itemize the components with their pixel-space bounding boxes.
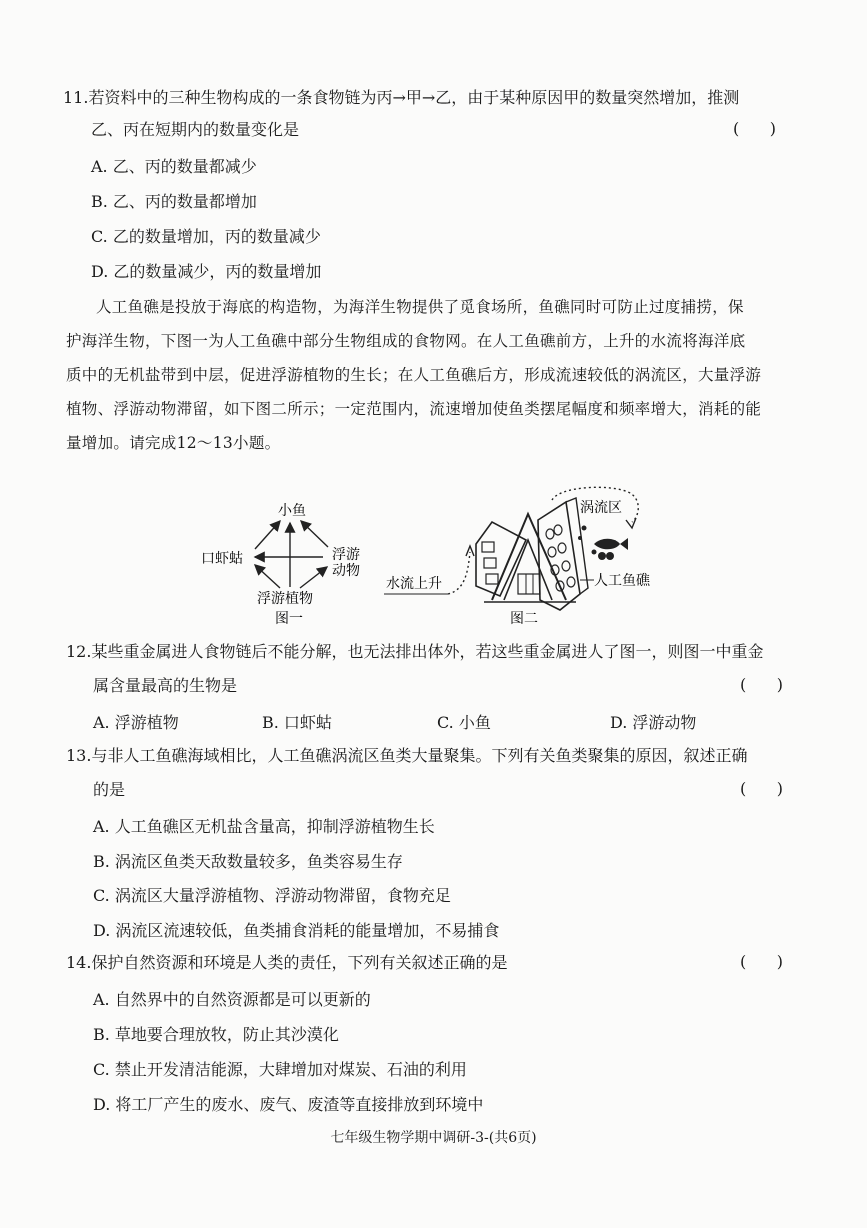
q14-stem: 14.保护自然资源和环境是人类的责任，下列有关叙述正确的是 xyxy=(66,953,508,972)
q12-option-b: B. 口虾蛄 xyxy=(262,713,332,732)
q13-stem-line1: 13.与非人工鱼礁海域相比，人工鱼礁涡流区鱼类大量聚集。下列有关鱼类聚集的原因，叙述正确 xyxy=(66,746,748,765)
q11-stem-line2: 乙、丙在短期内的数量变化是 xyxy=(91,120,300,139)
q11-option-a: A. 乙、丙的数量都减少 xyxy=(91,157,257,176)
figure2-label-upwelling: 水流上升 xyxy=(386,576,442,592)
figure1-label-small-fish: 小鱼 xyxy=(278,503,306,519)
passage-line4: 植物、浮游动物滞留，如下图二所示；一定范围内，流速增加使鱼类摆尾幅度和频率增大，消耗的能 xyxy=(66,400,762,418)
q12-option-a: A. 浮游植物 xyxy=(93,713,179,732)
q11-stem-line1: 11.若资料中的三种生物构成的一条食物链为丙→甲→乙，由于某种原因甲的数量突然增加，推测 xyxy=(63,88,740,107)
passage-line5: 量增加。请完成12～13小题。 xyxy=(66,434,281,452)
passage-line3: 质中的无机盐带到中层，促进浮游植物的生长；在人工鱼礁后方，形成流速较低的涡流区，大量浮游 xyxy=(66,366,762,384)
q14-option-a: A. 自然界中的自然资源都是可以更新的 xyxy=(93,990,371,1009)
figure1-label-phytoplankton: 浮游植物 xyxy=(257,591,313,607)
figure2-caption: 图二 xyxy=(510,611,538,627)
q12-option-c: C. 小鱼 xyxy=(437,713,491,732)
q13-stem-line2: 的是 xyxy=(93,780,126,799)
q14-option-b: B. 草地要合理放牧，防止其沙漠化 xyxy=(93,1025,339,1044)
figure1-caption: 图一 xyxy=(275,611,303,627)
q13-option-d: D. 涡流区流速较低，鱼类捕食消耗的能量增加，不易捕食 xyxy=(93,921,500,940)
q11-option-b: B. 乙、丙的数量都增加 xyxy=(91,192,257,211)
figure2-label-vortex: 涡流区 xyxy=(580,500,622,516)
q13-option-a: A. 人工鱼礁区无机盐含量高，抑制浮游植物生长 xyxy=(93,817,435,836)
figure2-label-reef: 人工鱼礁 xyxy=(594,573,650,589)
figure1-food-web xyxy=(195,495,385,630)
q12-option-d: D. 浮游动物 xyxy=(610,713,697,732)
q13-option-c: C. 涡流区大量浮游植物、浮游动物滞留，食物充足 xyxy=(93,886,451,905)
passage-line2: 护海洋生物，下图一为人工鱼礁中部分生物组成的食物网。在人工鱼礁前方，上升的水流将海洋底 xyxy=(66,332,746,350)
q11-answer-blank: ( ) xyxy=(733,119,776,138)
passage-line1: 人工鱼礁是投放于海底的构造物，为海洋生物提供了觅食场所，鱼礁同时可防止过度捕捞，保 xyxy=(96,298,744,316)
q14-answer-blank: ( ) xyxy=(740,952,783,971)
q14-option-c: C. 禁止开发清洁能源，大肆增加对煤炭、石油的利用 xyxy=(93,1060,467,1079)
q11-option-d: D. 乙的数量减少，丙的数量增加 xyxy=(91,262,322,281)
q14-option-d: D. 将工厂产生的废水、废气、废渣等直接排放到环境中 xyxy=(93,1095,484,1114)
q13-option-b: B. 涡流区鱼类天敌数量较多，鱼类容易生存 xyxy=(93,852,403,871)
q12-answer-blank: ( ) xyxy=(740,675,783,694)
q11-option-c: C. 乙的数量增加，丙的数量减少 xyxy=(91,227,321,246)
figure1-label-mantis-shrimp: 口虾蛄 xyxy=(201,551,243,567)
figure2-artificial-reef xyxy=(380,482,670,632)
q13-answer-blank: ( ) xyxy=(740,779,783,798)
q12-stem-line2: 属含量最高的生物是 xyxy=(93,676,238,695)
page-footer: 七年级生物学期中调研-3-(共6页) xyxy=(330,1130,537,1146)
q12-stem-line1: 12.某些重金属进人食物链后不能分解，也无法排出体外，若这些重金属进人了图一，则图一中重金 xyxy=(66,642,764,661)
figure1-label-zooplankton: 浮游动物 xyxy=(332,547,360,579)
